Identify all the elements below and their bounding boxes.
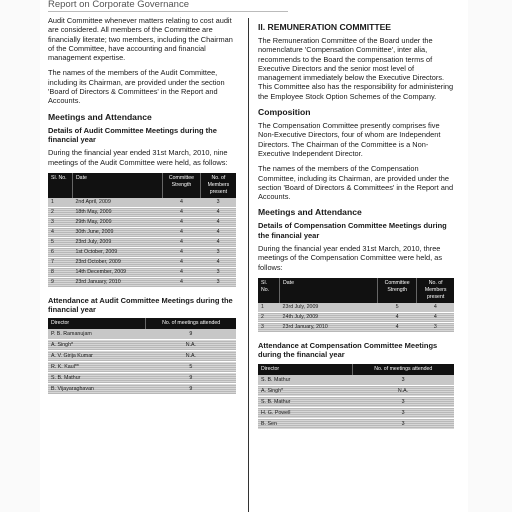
table-row [48,351,236,362]
table-row [48,217,236,227]
table-cell: 4 [163,198,201,208]
audit-attendance-heading: Attendance at Audit Committee Meetings during the financial year [48,295,233,315]
table-cell: A. Singh* [48,340,146,351]
table-cell: 4 [200,227,236,237]
table-cell: 1 [258,303,280,313]
table-cell: P. B. Ramanujam [48,329,146,340]
table-cell: B. Vijayaraghavan [48,384,146,395]
table-cell: 9 [146,373,236,384]
table-cell: 3 [200,267,236,277]
table-cell: S. B. Mathur [258,375,352,386]
table-header-row [48,173,236,198]
table-cell: 3 [352,375,454,386]
audit-meetings-heading: Meetings and Attendance [48,111,152,122]
table-row [48,198,236,208]
table-cell: 24th July, 2009 [280,312,378,322]
remuneration-details-para: During the financial year ended 31st March, 2010, three meetings of the Compensation Committee were held, as follows: [258,244,443,272]
remuneration-heading: II. REMUNERATION COMMITTEE [258,22,392,32]
audit-meetings-table [48,173,236,288]
table-row [48,362,236,373]
column-header: Date [72,173,162,198]
composition-para: The Compensation Committee presently comprises five Non-Executive Directors, four of whom are Independent Directors. The Chairman of the Committee is a Non-Executive Independent Director. [258,121,441,158]
table-header-row [258,364,454,375]
table-cell: 4 [200,217,236,227]
table-cell: 3 [200,277,236,287]
table-row [48,340,236,351]
column-header: No. of Members present [417,278,454,303]
table-row [48,237,236,247]
table-cell: 4 [417,312,454,322]
table-cell: 14th December, 2009 [72,267,162,277]
table-cell: 9 [48,277,72,287]
table-cell: 5 [146,362,236,373]
table-cell: H. G. Powell [258,407,352,418]
table-cell: 1 [48,198,72,208]
table-cell: 4 [163,247,201,257]
audit-details-heading: Details of Audit Committee Meetings during the financial year [48,125,217,144]
table-cell: 4 [200,257,236,267]
table-cell: 23rd October, 2009 [72,257,162,267]
table-cell: 23rd January, 2010 [280,322,378,332]
column-header: Director [48,318,146,329]
table-row [48,207,236,217]
table-cell: 1st October, 2009 [72,247,162,257]
table-row [48,267,236,277]
table-row [48,277,236,287]
table-cell: A. V. Girija Kumar [48,351,146,362]
column-header: No. of meetings attended [352,364,454,375]
remuneration-column [258,16,454,438]
table-cell: 3 [48,217,72,227]
table-row [48,329,236,340]
column-header: Sl. No. [48,173,72,198]
table-cell: 3 [200,247,236,257]
table-cell: 4 [200,237,236,247]
table-cell: 3 [417,322,454,332]
table-cell: 23rd July, 2009 [280,303,378,313]
table-cell: 4 [163,257,201,267]
column-header: Committee Strength [378,278,417,303]
compensation-meetings-table [258,278,454,333]
table-cell: 4 [417,303,454,313]
composition-heading: Composition [258,107,311,118]
table-cell: 2 [258,312,280,322]
table-row [258,322,454,332]
table-row [48,257,236,267]
remuneration-details-heading: Details of Compensation Committee Meetings during the financial year [258,221,447,240]
table-row [258,312,454,322]
table-row [258,418,454,429]
table-cell: 4 [378,322,417,332]
table-cell: 5 [378,303,417,313]
remuneration-meetings-heading: Meetings and Attendance [258,207,362,218]
column-header: Committee Strength [163,173,201,198]
table-cell: 30th June, 2009 [72,227,162,237]
table-row [48,247,236,257]
table-cell: 23rd January, 2010 [72,277,162,287]
table-row [48,384,236,395]
table-cell: 3 [200,198,236,208]
table-cell: 2nd April, 2009 [72,198,162,208]
column-header: Sl. No. [258,278,280,303]
table-row [48,373,236,384]
table-cell: 3 [352,396,454,407]
table-cell: N.A. [146,340,236,351]
column-header: Director [258,364,352,375]
table-cell: S. B. Mathur [258,396,352,407]
table-cell: B. Sen [258,418,352,429]
table-cell: 4 [200,207,236,217]
table-header-row [258,278,454,303]
table-cell: 18th May, 2009 [72,207,162,217]
table-cell: A. Singh* [258,385,352,396]
table-cell: R. K. Kaul** [48,362,146,373]
column-header: No. of Members present [200,173,236,198]
audit-names-para: The names of the members of the Audit Committee, including its Chairman, are provided under the section 'Board of Directors & Committees' in the Report and Accounts. [48,68,225,106]
table-cell: 2 [48,207,72,217]
table-cell: 7 [48,257,72,267]
compensation-attendance-table [258,364,454,430]
document-page [40,0,468,512]
table-cell: 4 [163,267,201,277]
audit-attendance-table [48,318,236,395]
table-cell: N.A. [146,351,236,362]
audit-details-para: During the financial year ended 31st March, 2010, nine meetings of the Audit Committee were held, as follows: [48,148,228,167]
table-cell: N.A. [352,385,454,396]
page-header: Report on Corporate Governance [48,0,288,12]
audit-column [48,16,236,403]
table-cell: 29th May, 2009 [72,217,162,227]
table-cell: 4 [163,217,201,227]
remuneration-intro: The Remuneration Committee of the Board under the nomenclature 'Compensation Committee', inter alia, recommends to the Board the compensation terms of Executive Directors and the senior most level of management immediately below the Executive Directors. This Committee also has the responsibility for administering the Employee Stock Option Schemes of the Company. [258,36,454,101]
table-cell: 9 [146,384,236,395]
table-row [258,385,454,396]
table-cell: 9 [146,329,236,340]
table-cell: 3 [258,322,280,332]
table-cell: 4 [163,237,201,247]
table-cell: S. B. Mathur [48,373,146,384]
table-cell: 4 [48,227,72,237]
table-cell: 3 [352,418,454,429]
column-header: No. of meetings attended [146,318,236,329]
table-cell: 4 [163,277,201,287]
column-divider [248,18,249,512]
table-cell: 5 [48,237,72,247]
table-row [258,396,454,407]
table-cell: 4 [163,227,201,237]
table-cell: 4 [378,312,417,322]
compensation-attendance-heading: Attendance at Compensation Committee Meetings during the financial year [258,340,438,360]
table-row [258,407,454,418]
remuneration-names-para: The names of the members of the Compensation Committee, including its Chairman, are provided under the section 'Board of Directors & Committees' in the Report and Accounts. [258,164,454,202]
table-header-row [48,318,236,329]
table-row [258,303,454,313]
audit-intro: Audit Committee whenever matters relating to cost audit are considered. All members of the Committee are financially literate; two members, including the Chairman of the Committee, have accounting and financial management expertise. [48,16,233,63]
table-row [258,375,454,386]
column-header: Date [280,278,378,303]
table-cell: 3 [352,407,454,418]
table-cell: 6 [48,247,72,257]
table-cell: 23rd July, 2009 [72,237,162,247]
table-cell: 4 [163,207,201,217]
table-row [48,227,236,237]
table-cell: 8 [48,267,72,277]
